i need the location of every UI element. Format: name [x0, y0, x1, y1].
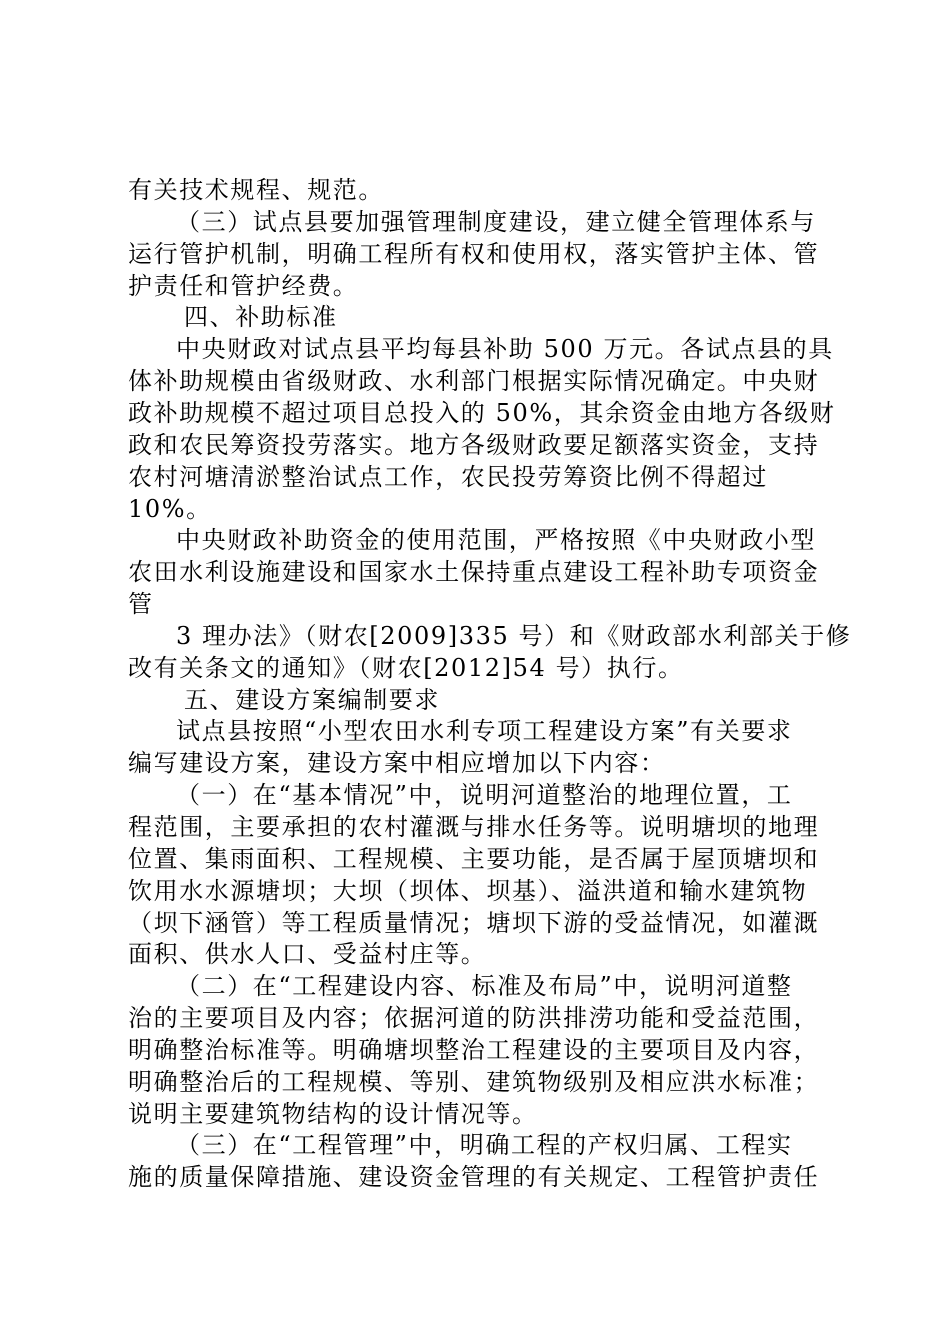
- text-line: （一）在“基本情况”中，说明河道整治的地理位置，工: [176, 781, 793, 809]
- text-line: 编写建设方案，建设方案中相应增加以下内容：: [128, 749, 666, 777]
- section-heading: 五、建设方案编制要求: [184, 686, 440, 714]
- section-heading: 四、补助标准: [184, 303, 338, 331]
- text-line: 改有关条文的通知》（财农[2012]54 号）执行。: [128, 654, 684, 682]
- text-line: 体补助规模由省级财政、水利部门根据实际情况确定。中央财: [128, 367, 820, 395]
- text-line: 明确整治后的工程规模、等别、建筑物级别及相应洪水标准；: [128, 1068, 820, 1096]
- text-line: 政和农民筹资投劳落实。地方各级财政要足额落实资金，支持: [128, 431, 820, 459]
- text-line: （三）试点县要加强管理制度建设，建立健全管理体系与: [176, 208, 816, 236]
- text-line: 中央财政补助资金的使用范围，严格按照《中央财政小型: [176, 526, 816, 554]
- text-line: 10%。: [128, 495, 212, 523]
- text-line: （三）在“工程管理”中，明确工程的产权归属、工程实: [176, 1131, 793, 1159]
- text-line: （坝下涵管）等工程质量情况；塘坝下游的受益情况，如灌溉: [128, 909, 820, 937]
- text-line: 说明主要建筑物结构的设计情况等。: [128, 1100, 538, 1128]
- text-line: 中央财政对试点县平均每县补助 500 万元。各试点县的具: [176, 335, 834, 363]
- text-line: 政补助规模不超过项目总投入的 50%，其余资金由地方各级财: [128, 399, 836, 427]
- text-line: 农田水利设施建设和国家水土保持重点建设工程补助专项资金: [128, 558, 820, 586]
- text-line: 饮用水水源塘坝；大坝（坝体、坝基）、溢洪道和输水建筑物: [128, 877, 808, 905]
- text-line: 试点县按照“小型农田水利专项工程建设方案”有关要求: [176, 717, 793, 745]
- text-line: （二）在“工程建设内容、标准及布局”中，说明河道整: [176, 972, 793, 1000]
- text-line: 明确整治标准等。明确塘坝整治工程建设的主要项目及内容，: [128, 1036, 820, 1064]
- text-line: 运行管护机制，明确工程所有权和使用权，落实管护主体、管: [128, 240, 820, 268]
- text-line: 位置、集雨面积、工程规模、主要功能，是否属于屋顶塘坝和: [128, 845, 820, 873]
- text-line: 治的主要项目及内容；依据河道的防洪排涝功能和受益范围，: [128, 1004, 820, 1032]
- text-line: 管: [128, 590, 154, 618]
- text-line: 面积、供水人口、受益村庄等。: [128, 940, 487, 968]
- text-line: 程范围，主要承担的农村灌溉与排水任务等。说明塘坝的地理: [128, 813, 820, 841]
- text-line: 农村河塘清淤整治试点工作，农民投劳筹资比例不得超过: [128, 463, 768, 491]
- text-line: 有关技术规程、规范。: [128, 176, 384, 204]
- text-line: 3 理办法》（财农[2009]335 号）和《财政部水利部关于修: [176, 622, 852, 650]
- text-line: 施的质量保障措施、建设资金管理的有关规定、工程管护责任: [128, 1163, 820, 1191]
- text-line: 护责任和管护经费。: [128, 272, 359, 300]
